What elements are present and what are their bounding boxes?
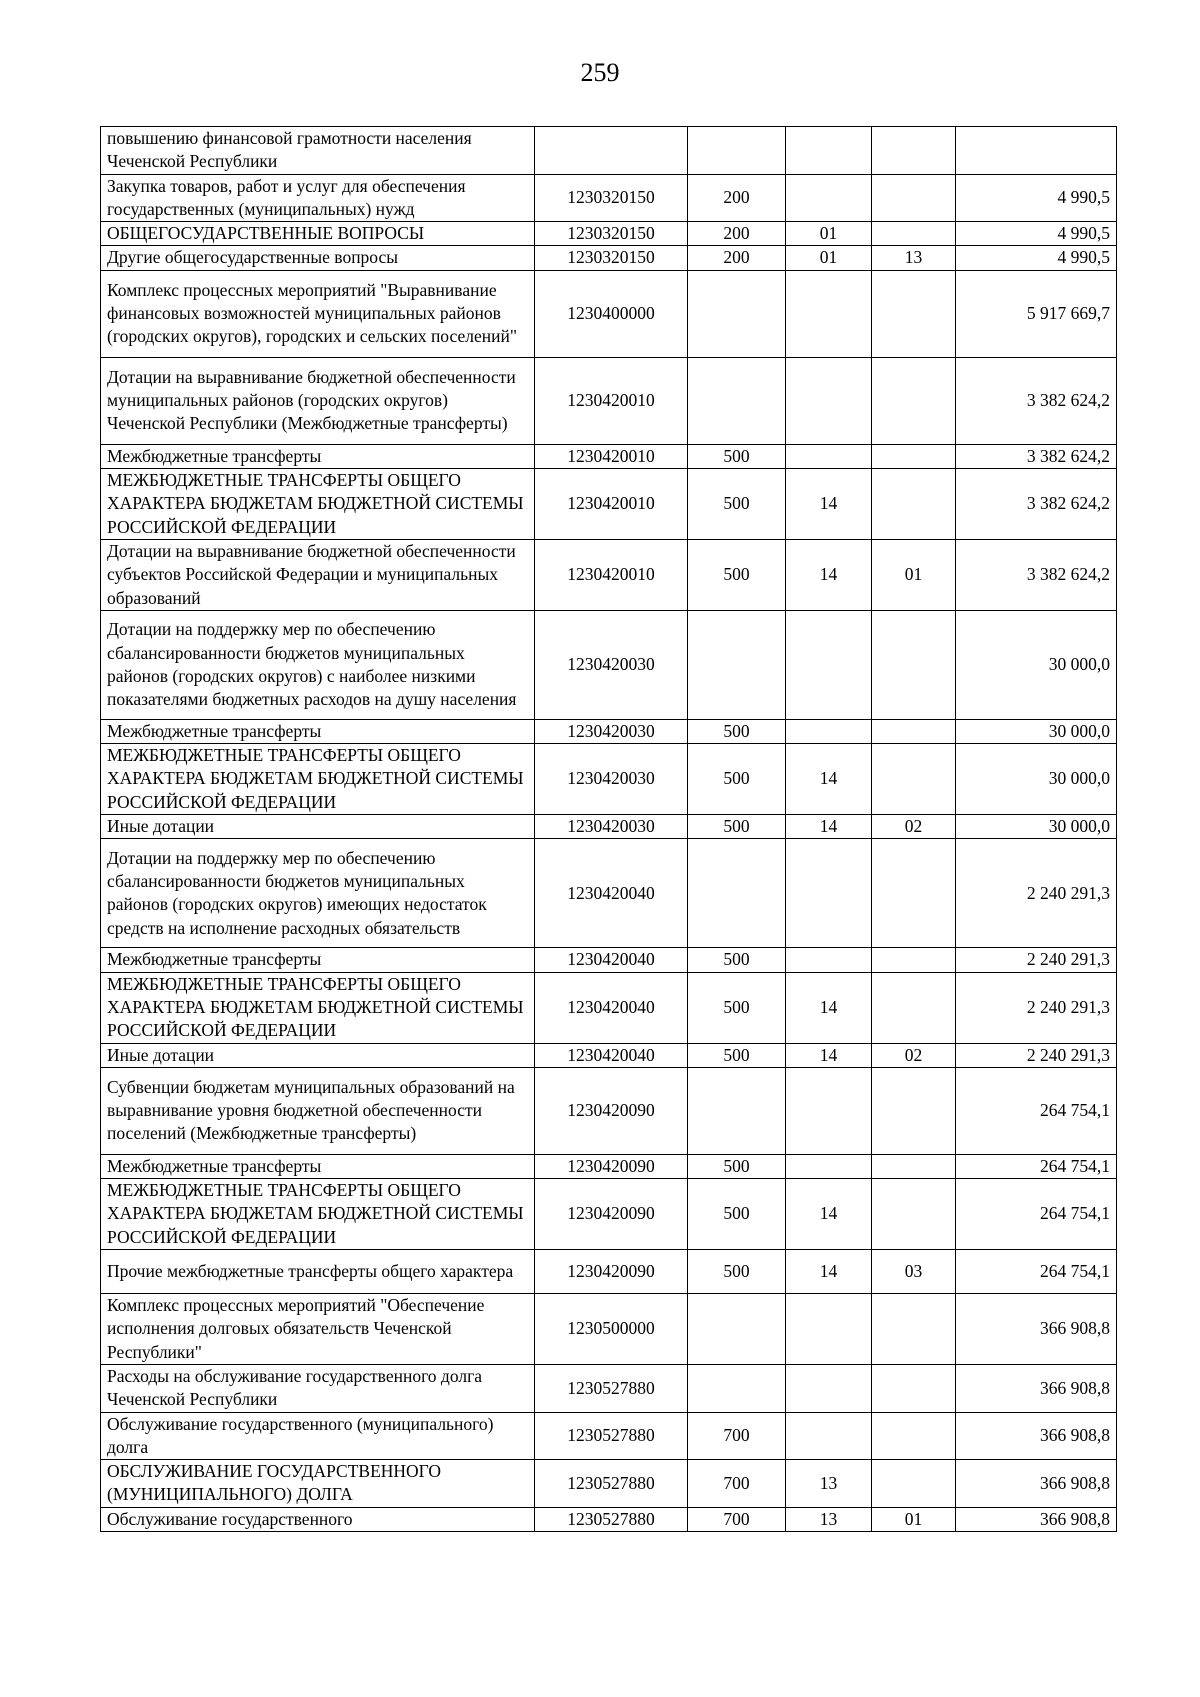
cell-name: Межбюджетные трансферты (101, 719, 535, 743)
cell-subsection: 01 (872, 1507, 956, 1531)
table-row (101, 1460, 1117, 1508)
cell-amount: 366 908,8 (956, 1364, 1117, 1412)
cell-name: Дотации на выравнивание бюджетной обеспеченности субъектов Российской Федерации и муниципальных образований (101, 539, 535, 610)
cell-section (786, 1364, 872, 1412)
cell-target-code: 1230527880 (535, 1364, 688, 1412)
table-row (101, 246, 1117, 270)
cell-section (786, 1412, 872, 1460)
cell-section (786, 1294, 872, 1365)
cell-amount: 30 000,0 (956, 815, 1117, 839)
cell-subsection (872, 444, 956, 468)
table-row (101, 1154, 1117, 1178)
cell-expense-type (688, 270, 786, 357)
cell-section: 14 (786, 972, 872, 1043)
cell-name: Обслуживание государственного (101, 1507, 535, 1531)
cell-name: Субвенции бюджетам муниципальных образований на выравнивание уровня бюджетной обеспеченности поселений (Межбюджетные трансферты) (101, 1067, 535, 1154)
cell-expense-type: 700 (688, 1507, 786, 1531)
cell-subsection (872, 127, 956, 175)
cell-name: ОБСЛУЖИВАНИЕ ГОСУДАРСТВЕННОГО (МУНИЦИПАЛЬНОГО) ДОЛГА (101, 1460, 535, 1508)
cell-name: Обслуживание государственного (муниципального) долга (101, 1412, 535, 1460)
cell-expense-type: 500 (688, 719, 786, 743)
cell-expense-type: 700 (688, 1412, 786, 1460)
table-row (101, 815, 1117, 839)
cell-target-code: 1230420030 (535, 744, 688, 815)
table-row (101, 270, 1117, 357)
cell-amount: 30 000,0 (956, 610, 1117, 719)
cell-section: 14 (786, 815, 872, 839)
table-row (101, 719, 1117, 743)
cell-name: Комплекс процессных мероприятий "Выравнивание финансовых возможностей муниципальных районов (городских округов), городских и сельских поселений" (101, 270, 535, 357)
cell-amount: 366 908,8 (956, 1507, 1117, 1531)
cell-expense-type: 200 (688, 246, 786, 270)
cell-target-code: 1230320150 (535, 174, 688, 222)
cell-amount: 264 754,1 (956, 1179, 1117, 1250)
cell-name: МЕЖБЮДЖЕТНЫЕ ТРАНСФЕРТЫ ОБЩЕГО ХАРАКТЕРА БЮДЖЕТАМ БЮДЖЕТНОЙ СИСТЕМЫ РОССИЙСКОЙ ФЕДЕРАЦИИ (101, 972, 535, 1043)
cell-amount: 264 754,1 (956, 1250, 1117, 1294)
cell-expense-type: 200 (688, 222, 786, 246)
cell-expense-type: 500 (688, 1179, 786, 1250)
cell-subsection (872, 1154, 956, 1178)
table-row (101, 1179, 1117, 1250)
table-row (101, 948, 1117, 972)
cell-expense-type (688, 127, 786, 175)
cell-section: 14 (786, 1043, 872, 1067)
table-row (101, 1043, 1117, 1067)
table-row (101, 444, 1117, 468)
cell-amount: 30 000,0 (956, 744, 1117, 815)
cell-expense-type: 500 (688, 972, 786, 1043)
cell-subsection (872, 972, 956, 1043)
cell-amount: 2 240 291,3 (956, 839, 1117, 948)
cell-amount: 3 382 624,2 (956, 469, 1117, 540)
cell-expense-type (688, 357, 786, 444)
table-row (101, 610, 1117, 719)
cell-name: Иные дотации (101, 815, 535, 839)
table-row (101, 1067, 1117, 1154)
cell-section (786, 610, 872, 719)
cell-name: Закупка товаров, работ и услуг для обеспечения государственных (муниципальных) нужд (101, 174, 535, 222)
cell-amount: 5 917 669,7 (956, 270, 1117, 357)
cell-section (786, 839, 872, 948)
cell-subsection: 01 (872, 539, 956, 610)
cell-target-code: 1230320150 (535, 246, 688, 270)
cell-section (786, 719, 872, 743)
cell-amount: 3 382 624,2 (956, 539, 1117, 610)
cell-section (786, 127, 872, 175)
table-row (101, 972, 1117, 1043)
cell-target-code: 1230420090 (535, 1154, 688, 1178)
cell-section: 14 (786, 539, 872, 610)
cell-target-code: 1230420030 (535, 719, 688, 743)
cell-name: ОБЩЕГОСУДАРСТВЕННЫЕ ВОПРОСЫ (101, 222, 535, 246)
cell-target-code: 1230420040 (535, 948, 688, 972)
cell-amount: 3 382 624,2 (956, 357, 1117, 444)
cell-amount: 3 382 624,2 (956, 444, 1117, 468)
cell-section: 14 (786, 1250, 872, 1294)
cell-target-code: 1230420090 (535, 1179, 688, 1250)
table-row (101, 1507, 1117, 1531)
cell-amount: 366 908,8 (956, 1412, 1117, 1460)
cell-name: МЕЖБЮДЖЕТНЫЕ ТРАНСФЕРТЫ ОБЩЕГО ХАРАКТЕРА БЮДЖЕТАМ БЮДЖЕТНОЙ СИСТЕМЫ РОССИЙСКОЙ ФЕДЕРАЦИИ (101, 744, 535, 815)
cell-amount: 4 990,5 (956, 222, 1117, 246)
cell-section: 01 (786, 222, 872, 246)
cell-subsection (872, 839, 956, 948)
cell-amount: 2 240 291,3 (956, 948, 1117, 972)
cell-name: Дотации на поддержку мер по обеспечению сбалансированности бюджетов муниципальных районов (городских округов) с наиболее низкими показателями бюджетных расходов на душу населения (101, 610, 535, 719)
cell-section (786, 270, 872, 357)
table-row (101, 174, 1117, 222)
budget-table (100, 126, 1117, 1532)
cell-amount (956, 127, 1117, 175)
cell-expense-type (688, 610, 786, 719)
cell-amount: 2 240 291,3 (956, 972, 1117, 1043)
cell-expense-type: 500 (688, 1043, 786, 1067)
table-row (101, 357, 1117, 444)
cell-name: Другие общегосударственные вопросы (101, 246, 535, 270)
cell-section: 13 (786, 1507, 872, 1531)
table-row (101, 1364, 1117, 1412)
cell-expense-type (688, 1067, 786, 1154)
cell-amount: 4 990,5 (956, 246, 1117, 270)
cell-subsection: 02 (872, 815, 956, 839)
cell-subsection (872, 174, 956, 222)
cell-subsection (872, 1294, 956, 1365)
cell-target-code (535, 127, 688, 175)
cell-target-code: 1230527880 (535, 1507, 688, 1531)
table-row (101, 1250, 1117, 1294)
cell-target-code: 1230500000 (535, 1294, 688, 1365)
cell-section (786, 444, 872, 468)
cell-amount: 366 908,8 (956, 1294, 1117, 1365)
cell-amount: 30 000,0 (956, 719, 1117, 743)
cell-subsection (872, 610, 956, 719)
cell-section: 13 (786, 1460, 872, 1508)
cell-subsection: 13 (872, 246, 956, 270)
cell-subsection (872, 744, 956, 815)
cell-amount: 366 908,8 (956, 1460, 1117, 1508)
cell-expense-type: 700 (688, 1460, 786, 1508)
cell-expense-type: 500 (688, 815, 786, 839)
cell-target-code: 1230527880 (535, 1412, 688, 1460)
cell-target-code: 1230420090 (535, 1067, 688, 1154)
cell-expense-type (688, 839, 786, 948)
cell-target-code: 1230420010 (535, 539, 688, 610)
cell-name: Расходы на обслуживание государственного долга Чеченской Республики (101, 1364, 535, 1412)
table-body (101, 127, 1117, 1532)
cell-subsection (872, 948, 956, 972)
cell-subsection (872, 1412, 956, 1460)
cell-section: 01 (786, 246, 872, 270)
table-row (101, 1412, 1117, 1460)
cell-target-code: 1230420040 (535, 972, 688, 1043)
cell-target-code: 1230420040 (535, 1043, 688, 1067)
page-number: 259 (580, 58, 620, 87)
cell-section (786, 1154, 872, 1178)
cell-amount: 4 990,5 (956, 174, 1117, 222)
cell-target-code: 1230420030 (535, 610, 688, 719)
cell-section: 14 (786, 1179, 872, 1250)
cell-expense-type: 500 (688, 948, 786, 972)
cell-name: Межбюджетные трансферты (101, 1154, 535, 1178)
table-row (101, 1294, 1117, 1365)
cell-subsection: 03 (872, 1250, 956, 1294)
cell-expense-type (688, 1294, 786, 1365)
cell-target-code: 1230320150 (535, 222, 688, 246)
cell-amount: 264 754,1 (956, 1067, 1117, 1154)
cell-target-code: 1230420090 (535, 1250, 688, 1294)
cell-subsection: 02 (872, 1043, 956, 1067)
cell-target-code: 1230420030 (535, 815, 688, 839)
table-row (101, 539, 1117, 610)
cell-name: Межбюджетные трансферты (101, 948, 535, 972)
cell-section (786, 948, 872, 972)
cell-section: 14 (786, 744, 872, 815)
table-row (101, 222, 1117, 246)
cell-name: Прочие межбюджетные трансферты общего характера (101, 1250, 535, 1294)
cell-section (786, 1067, 872, 1154)
cell-expense-type: 500 (688, 1250, 786, 1294)
table-row (101, 469, 1117, 540)
cell-expense-type (688, 1364, 786, 1412)
cell-subsection (872, 719, 956, 743)
cell-target-code: 1230420010 (535, 357, 688, 444)
cell-section (786, 174, 872, 222)
cell-expense-type: 200 (688, 174, 786, 222)
cell-subsection (872, 469, 956, 540)
cell-name: повышению финансовой грамотности населения Чеченской Республики (101, 127, 535, 175)
cell-name: Комплекс процессных мероприятий "Обеспечение исполнения долговых обязательств Чеченской Республики" (101, 1294, 535, 1365)
cell-section (786, 357, 872, 444)
cell-subsection (872, 1067, 956, 1154)
cell-expense-type: 500 (688, 744, 786, 815)
cell-target-code: 1230400000 (535, 270, 688, 357)
table-row (101, 839, 1117, 948)
cell-name: МЕЖБЮДЖЕТНЫЕ ТРАНСФЕРТЫ ОБЩЕГО ХАРАКТЕРА БЮДЖЕТАМ БЮДЖЕТНОЙ СИСТЕМЫ РОССИЙСКОЙ ФЕДЕРАЦИИ (101, 1179, 535, 1250)
cell-section: 14 (786, 469, 872, 540)
cell-name: Дотации на выравнивание бюджетной обеспеченности муниципальных районов (городских округов) Чеченской Республики (Межбюджетные трансферты) (101, 357, 535, 444)
table-row (101, 127, 1117, 175)
cell-name: Дотации на поддержку мер по обеспечению сбалансированности бюджетов муниципальных районов (городских округов) имеющих недостаток средств на исполнение расходных обязательств (101, 839, 535, 948)
cell-target-code: 1230420010 (535, 469, 688, 540)
table-row (101, 744, 1117, 815)
cell-subsection (872, 270, 956, 357)
cell-subsection (872, 1364, 956, 1412)
cell-subsection (872, 222, 956, 246)
cell-target-code: 1230527880 (535, 1460, 688, 1508)
cell-name: Иные дотации (101, 1043, 535, 1067)
cell-expense-type: 500 (688, 444, 786, 468)
cell-expense-type: 500 (688, 1154, 786, 1178)
cell-subsection (872, 1179, 956, 1250)
cell-expense-type: 500 (688, 539, 786, 610)
cell-name: МЕЖБЮДЖЕТНЫЕ ТРАНСФЕРТЫ ОБЩЕГО ХАРАКТЕРА БЮДЖЕТАМ БЮДЖЕТНОЙ СИСТЕМЫ РОССИЙСКОЙ ФЕДЕРАЦИИ (101, 469, 535, 540)
cell-target-code: 1230420040 (535, 839, 688, 948)
cell-subsection (872, 357, 956, 444)
cell-name: Межбюджетные трансферты (101, 444, 535, 468)
cell-target-code: 1230420010 (535, 444, 688, 468)
cell-amount: 2 240 291,3 (956, 1043, 1117, 1067)
cell-subsection (872, 1460, 956, 1508)
cell-expense-type: 500 (688, 469, 786, 540)
cell-amount: 264 754,1 (956, 1154, 1117, 1178)
